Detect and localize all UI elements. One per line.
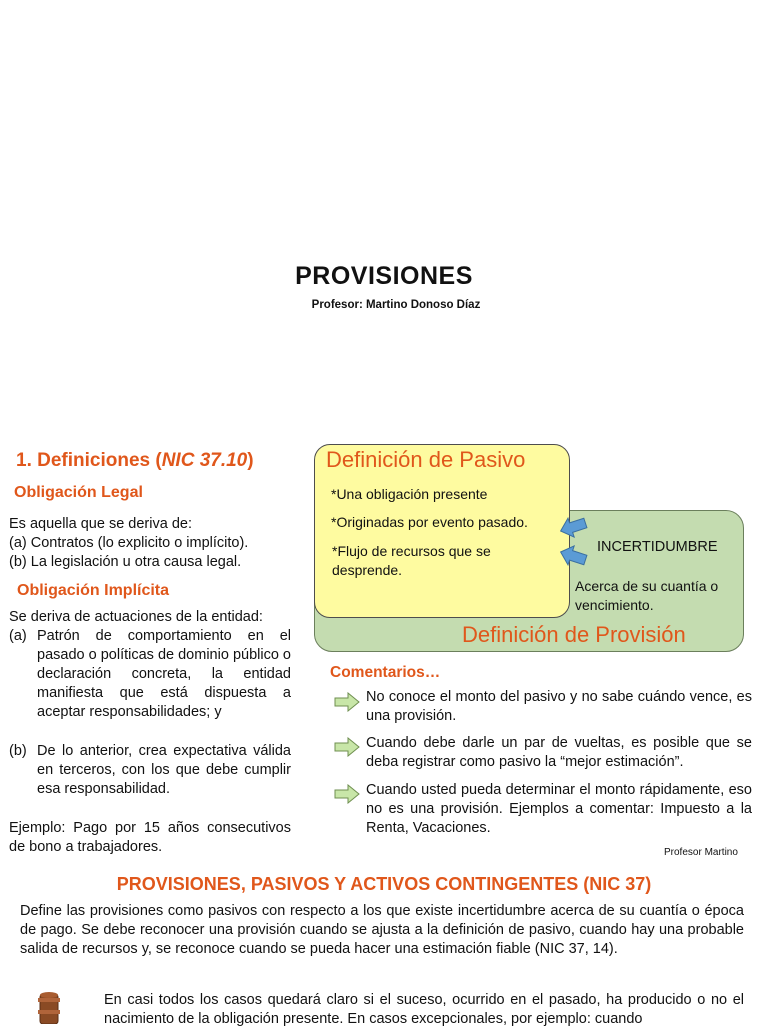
comment-arrow-icon-1 <box>334 692 360 712</box>
implicit-item-b-label: (b) <box>9 743 27 759</box>
definitions-heading-prefix: 1. Definiciones ( <box>16 450 162 471</box>
uncertainty-detail: Acerca de su cuantía o vencimiento. <box>575 578 719 613</box>
legal-item-b: (b) La legislación u otra causa legal. <box>9 554 242 570</box>
section-title: PROVISIONES, PASIVOS Y ACTIVOS CONTINGENTES (NIC 37) <box>116 874 652 894</box>
legal-obligation-heading: Obligación Legal <box>14 484 143 501</box>
implicit-item-a-label: (a) <box>9 628 27 644</box>
comment-item-1: No conoce el monto del pasivo y no sabe cuándo vence, es una provisión. <box>366 689 752 724</box>
example-text: Ejemplo: Pago por 15 años consecutivos de bono a trabajadores. <box>9 820 291 855</box>
author-subtitle: Profesor: Martino Donoso Díaz <box>311 299 481 311</box>
uncertainty-arrow-icon-2 <box>558 544 588 568</box>
implicit-item-b-text: De lo anterior, crea expectativa válida en terceros, con los que debe cumplir esa responsabilidad. <box>37 743 291 797</box>
uncertainty-label: INCERTIDUMBRE <box>597 539 718 555</box>
page-title: PROVISIONES <box>295 262 473 290</box>
definitions-heading <box>16 450 254 472</box>
legal-obligation-intro: Es aquella que se deriva de: <box>9 516 192 532</box>
implicit-item-a <box>9 627 291 722</box>
section-partial-paragraph: En casi todos los casos quedará claro si el suceso, ocurrido en el pasado, ha producido o no el nacimiento de la obligación presente. En casos excepcionales, por ejemplo: cuando <box>104 992 744 1027</box>
comment-arrow-icon-3 <box>334 784 360 804</box>
liability-point-1: *Una obligación presente <box>331 486 488 502</box>
liability-point-2: *Originadas por evento pasado. <box>331 514 528 530</box>
implicit-item-a-text: Patrón de comportamiento en el pasado o políticas de dominio público o declaración concreta, la entidad manifiesta que está dispuesta a aceptar responsabilidades; y <box>37 628 291 720</box>
comment-arrow-icon-2 <box>334 737 360 757</box>
provision-definition-title: Definición de Provisión <box>462 622 686 647</box>
comments-heading: Comentarios… <box>330 664 441 681</box>
implicit-obligation-heading: Obligación Implícita <box>17 582 170 599</box>
uncertainty-arrow-icon-1 <box>558 515 588 539</box>
comment-item-2: Cuando debe darle un par de vueltas, es posible que se deba registrar como pasivo la “mejor estimación”. <box>366 735 752 770</box>
comment-item-3: Cuando usted pueda determinar el monto rápidamente, eso no es una provisión. Ejemplos a comentar: Impuesto a la Renta, Vacaciones. <box>366 782 752 836</box>
legal-item-a: (a) Contratos (lo explicito o implícito). <box>9 535 249 551</box>
liability-definition-title: Definición de Pasivo <box>326 447 526 472</box>
definitions-heading-ref: NIC 37.10 <box>161 450 248 471</box>
definitions-heading-suffix: ) <box>247 450 254 471</box>
section-paragraph: Define las provisiones como pasivos con respecto a los que existe incertidumbre acerca de su cuantía o época de pago. Se debe reconocer una provisión cuando se ajusta a la definición de pasivo, cuando hay una probable salida de recursos y, se reconoce cuando se pueda hacer una estimación fiable (NIC 37, 14). <box>20 903 744 957</box>
liability-point-3: *Flujo de recursos que se desprende. <box>332 543 491 578</box>
implicit-item-b <box>9 742 291 799</box>
slide-footer: Profesor Martino <box>664 847 738 858</box>
implicit-obligation-intro: Se deriva de actuaciones de la entidad: <box>9 609 263 625</box>
gavel-icon <box>18 990 78 1024</box>
